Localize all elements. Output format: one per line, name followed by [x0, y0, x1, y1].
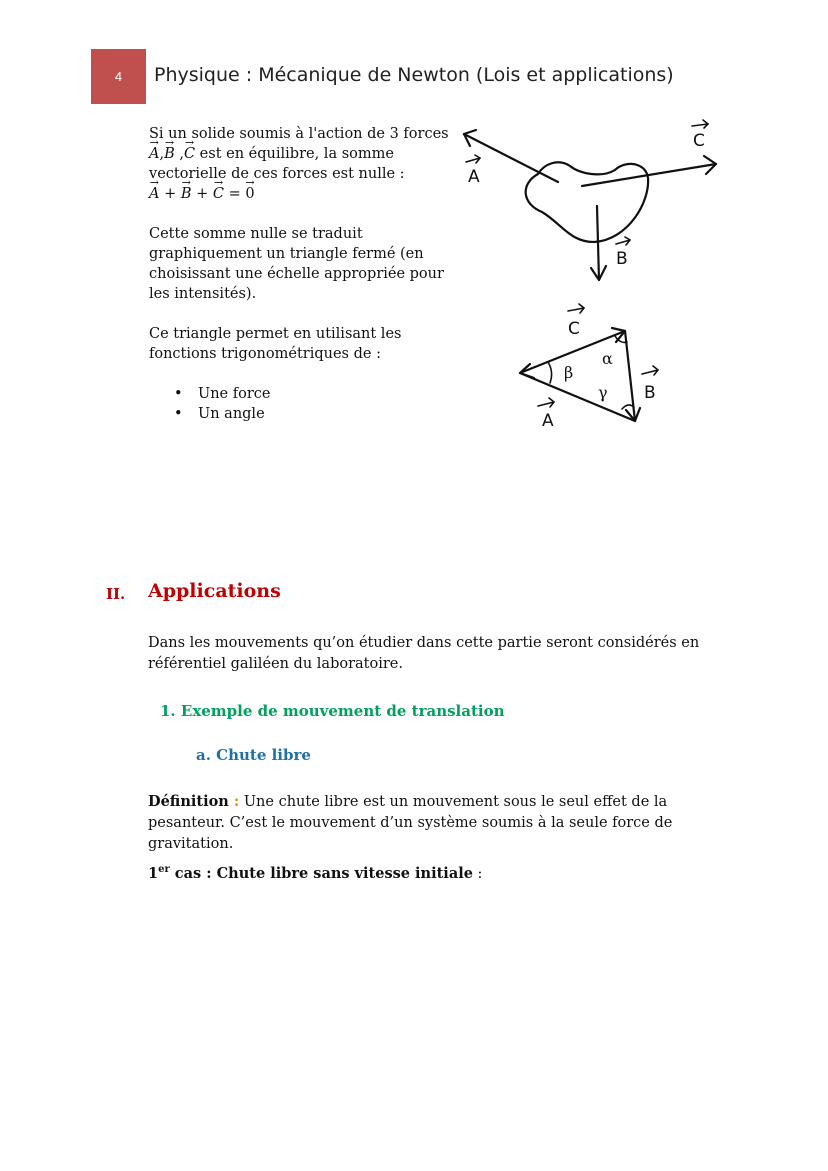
label-a-triangle: A	[542, 411, 554, 431]
label-b-triangle: B	[644, 383, 656, 403]
bullet-list	[149, 384, 449, 424]
page-header-title: Physique : Mécanique de Newton (Lois et applications)	[154, 64, 674, 86]
section-intro: Dans les mouvements qu’on étudier dans cette partie seront considérés en référentiel galiléen du laboratoire.	[148, 635, 700, 672]
section-number: II.	[106, 585, 126, 603]
definition-text: Une chute libre est un mouvement sous le seul effet de la pesanteur. C’est le mouvement d’un système soumis à la seule force de gravitation.	[148, 794, 673, 852]
intro-block	[149, 124, 449, 424]
list-item: • Un angle	[149, 404, 449, 424]
intro-paragraph-1: Si un solide soumis à l'action de 3 forces → A,→ B ,→ C est en équilibre, la somme vectorielle de ces forces est nulle : → A + → B + → C = → 0	[149, 124, 449, 204]
vector-a: → A	[149, 144, 159, 164]
definition-paragraph	[148, 791, 748, 855]
equilibrium-equation: → A + → B + → C = → 0	[149, 186, 255, 202]
vector-c: → C	[184, 144, 195, 164]
label-gamma: γ	[598, 383, 608, 402]
page-number-badge: 4	[91, 49, 146, 104]
intro-paragraph-2: Cette somme nulle se traduit graphiquement un triangle fermé (en choisissant une échelle appropriée pour les intensités).	[149, 226, 444, 302]
subsection-translation: 1. Exemple de mouvement de translation	[160, 702, 505, 720]
vector-b: → B	[164, 144, 175, 164]
definition-label: Définition	[148, 793, 229, 810]
force-b-arrow	[597, 206, 599, 280]
definition-colon: :	[228, 793, 240, 810]
label-c-top: C	[693, 131, 705, 151]
label-c-triangle: C	[568, 319, 580, 339]
label-beta: β	[564, 363, 574, 382]
label-b-top: B	[616, 249, 628, 269]
force-triangle	[520, 331, 635, 421]
intro-paragraph-3: Ce triangle permet en utilisant les fonctions trigonométriques de :	[149, 326, 402, 362]
section-title: Applications	[148, 580, 281, 602]
list-item: • Une force	[149, 384, 449, 404]
label-a-top: A	[468, 167, 480, 187]
subsection-chute-libre: a. Chute libre	[196, 746, 311, 764]
label-alpha: α	[602, 349, 613, 368]
force-diagram	[450, 116, 740, 441]
case-heading: 1er cas : Chute libre sans vitesse initiale :	[148, 864, 483, 882]
